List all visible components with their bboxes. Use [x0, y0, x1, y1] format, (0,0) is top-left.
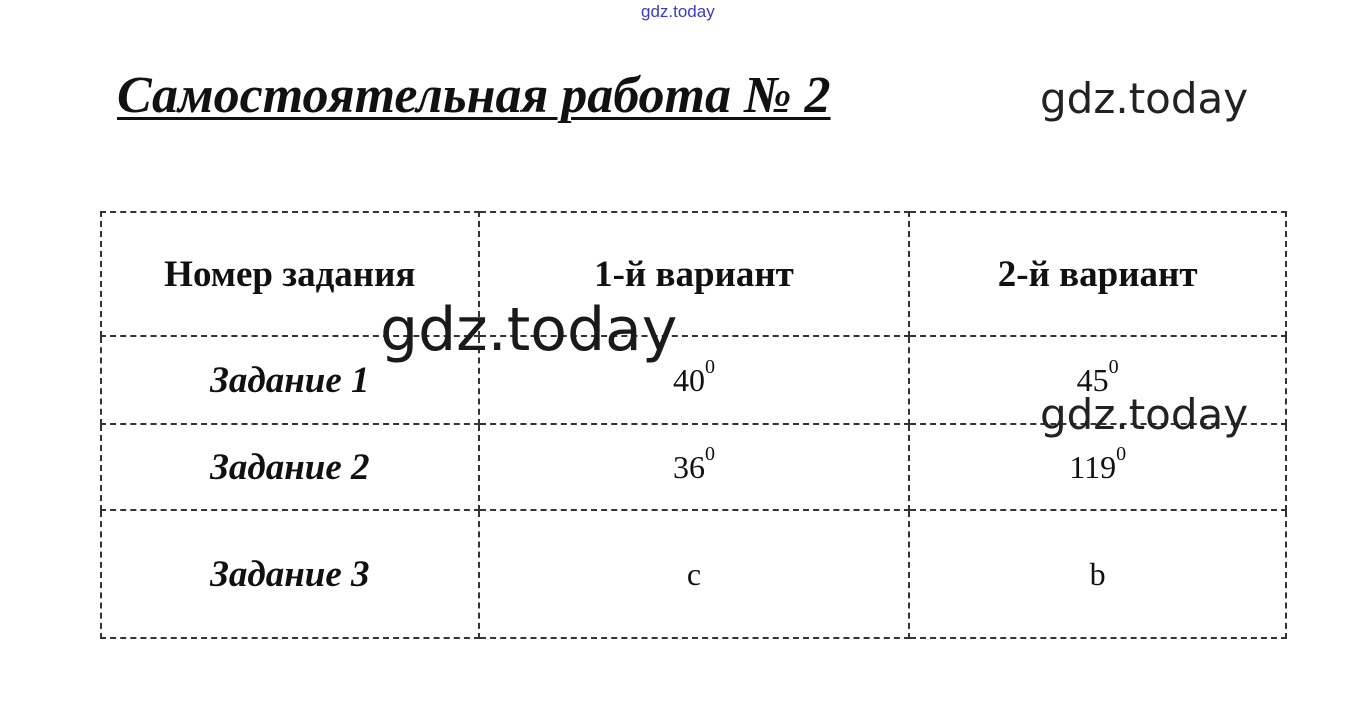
variant-1-answer [479, 424, 910, 510]
header-task-number: Номер задания [101, 212, 479, 336]
watermark-center: gdz.today [380, 295, 678, 365]
answer-value: 119 [1069, 448, 1117, 485]
page-title: Самостоятельная работа № 2 [117, 67, 831, 124]
watermark-mid: gdz.today [1040, 390, 1249, 439]
answer-value: 36 [672, 448, 705, 485]
answer-superscript: 0 [1116, 442, 1127, 465]
answer-value: b [1089, 555, 1106, 592]
task-label: Задание 2 [101, 424, 479, 510]
answer-value: 40 [672, 361, 705, 398]
answer-value: c [686, 555, 702, 592]
task-label: Задание 3 [101, 510, 479, 638]
answer-value: 45 [1076, 361, 1109, 398]
top-watermark: gdz.today [641, 2, 715, 21]
header-variant-1: 1-й вариант [479, 212, 910, 336]
header-variant-2: 2-й вариант [909, 212, 1286, 336]
watermark-right: gdz.today [1040, 74, 1249, 123]
table-row [101, 510, 1286, 638]
table-header-row [101, 212, 1286, 336]
answer-superscript: 0 [704, 355, 715, 378]
task-label: Задание 1 [101, 336, 479, 424]
answer-superscript: 0 [1108, 355, 1119, 378]
answer-superscript: 0 [704, 442, 715, 465]
variant-2-answer [909, 510, 1286, 638]
variant-1-answer [479, 510, 910, 638]
